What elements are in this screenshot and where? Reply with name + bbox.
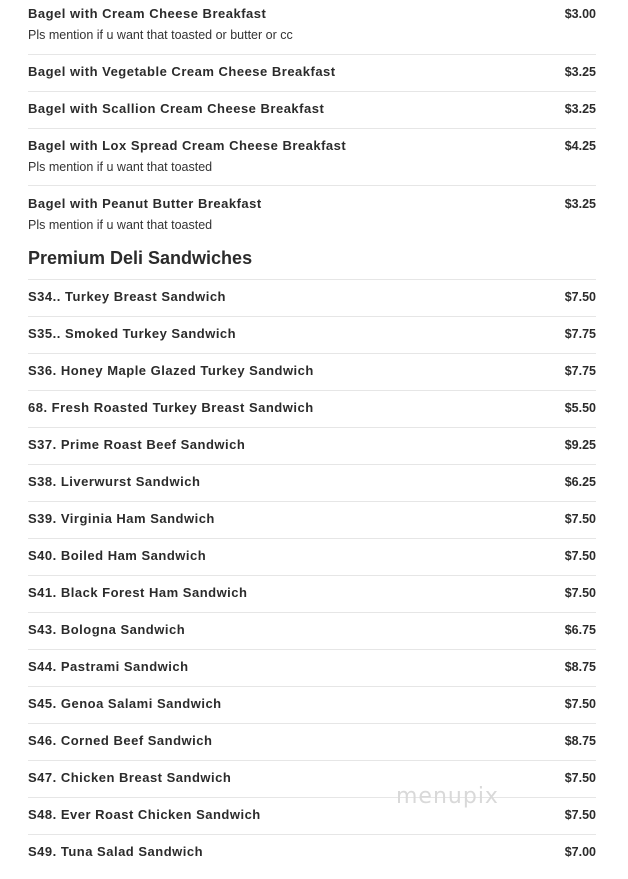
menu-item-price: $5.50 — [564, 401, 596, 415]
menu-item-price: $7.00 — [564, 845, 596, 859]
menu-item-row — [28, 138, 596, 154]
menu-item-price: $9.25 — [564, 438, 596, 452]
menu-item[interactable] — [28, 92, 596, 129]
menu-item-name: S35.. Smoked Turkey Sandwich — [28, 326, 237, 341]
menu-item-name: S34.. Turkey Breast Sandwich — [28, 289, 226, 304]
menu-item[interactable] — [28, 391, 596, 428]
menu-item-row — [28, 289, 596, 305]
menu-item-price: $8.75 — [564, 734, 596, 748]
menu-item-price: $6.75 — [564, 623, 596, 637]
menu-item-description: Pls mention if u want that toasted or butter or cc — [28, 28, 293, 42]
menu-item[interactable] — [28, 0, 596, 55]
menu-item-price: $3.25 — [564, 197, 596, 211]
menu-item-price: $7.50 — [564, 771, 596, 785]
menu-item-price: $3.25 — [564, 65, 596, 79]
menu-item-row — [28, 326, 596, 342]
menupix-watermark: menupix — [396, 784, 499, 809]
menu-item-row — [28, 101, 596, 117]
menu-item[interactable] — [28, 835, 596, 865]
menu-item-row — [28, 733, 596, 749]
menu-item-name: Bagel with Lox Spread Cream Cheese Breakfast — [28, 138, 347, 153]
menu-item-row — [28, 548, 596, 564]
menu-item-name: S49. Tuna Salad Sandwich — [28, 844, 204, 859]
menu-item-name: S41. Black Forest Ham Sandwich — [28, 585, 248, 600]
menu-item[interactable] — [28, 428, 596, 465]
menu-item-description: Pls mention if u want that toasted — [28, 160, 213, 174]
menu-item[interactable] — [28, 129, 596, 186]
menu-item-name: 68. Fresh Roasted Turkey Breast Sandwich — [28, 400, 314, 415]
menu-item-row — [28, 807, 596, 823]
menu-item-row — [28, 659, 596, 675]
menu-item[interactable] — [28, 650, 596, 687]
menu-item-name: S46. Corned Beef Sandwich — [28, 733, 213, 748]
menu-item-price: $3.00 — [564, 7, 596, 21]
menu-item-name: Bagel with Vegetable Cream Cheese Breakfast — [28, 64, 336, 79]
menu-item-name: S40. Boiled Ham Sandwich — [28, 548, 207, 563]
menu-item[interactable] — [28, 55, 596, 92]
menu-item-row — [28, 64, 596, 80]
menu-item-price: $6.25 — [564, 475, 596, 489]
menu-item-row — [28, 400, 596, 416]
menu-item-price: $7.50 — [564, 290, 596, 304]
menu-item[interactable] — [28, 186, 596, 240]
menu-item[interactable] — [28, 354, 596, 391]
menu-item-row — [28, 6, 596, 22]
menu-item-description: Pls mention if u want that toasted — [28, 218, 213, 232]
menu-item-name: S48. Ever Roast Chicken Sandwich — [28, 807, 261, 822]
menu-item-row — [28, 696, 596, 712]
menu-item[interactable] — [28, 280, 596, 317]
menu-item-row — [28, 622, 596, 638]
menu-item-price: $7.50 — [564, 697, 596, 711]
menu-item[interactable] — [28, 798, 596, 835]
menu-item-name: S44. Pastrami Sandwich — [28, 659, 189, 674]
menu-item-price: $7.50 — [564, 586, 596, 600]
menu-item-price: $3.25 — [564, 102, 596, 116]
menu-item-row — [28, 363, 596, 379]
menu-item-price: $7.50 — [564, 549, 596, 563]
menu-item-name: S45. Genoa Salami Sandwich — [28, 696, 222, 711]
menu-item[interactable] — [28, 576, 596, 613]
menu-item-name: S37. Prime Roast Beef Sandwich — [28, 437, 246, 452]
menu-item[interactable] — [28, 724, 596, 761]
menu-item-name: S38. Liverwurst Sandwich — [28, 474, 201, 489]
menu-item[interactable] — [28, 613, 596, 650]
menu-item-name: S43. Bologna Sandwich — [28, 622, 186, 637]
menu-item[interactable] — [28, 502, 596, 539]
menu-item-row — [28, 511, 596, 527]
menu-item-name: Bagel with Peanut Butter Breakfast — [28, 196, 262, 211]
menu-item[interactable] — [28, 761, 596, 798]
menu-item[interactable] — [28, 317, 596, 354]
menu-item-name: S47. Chicken Breast Sandwich — [28, 770, 232, 785]
menu-list — [28, 0, 596, 865]
section-title: Premium Deli Sandwiches — [28, 240, 596, 280]
menu-item-row — [28, 770, 596, 786]
menu-item[interactable] — [28, 465, 596, 502]
menu-item-name: S39. Virginia Ham Sandwich — [28, 511, 215, 526]
menu-item-price: $7.75 — [564, 364, 596, 378]
menu-item-row — [28, 196, 596, 212]
menu-item-price: $4.25 — [564, 139, 596, 153]
menu-item-name: S36. Honey Maple Glazed Turkey Sandwich — [28, 363, 314, 378]
menu-item-row — [28, 437, 596, 453]
menu-item-price: $7.50 — [564, 808, 596, 822]
menu-item[interactable] — [28, 539, 596, 576]
menu-item-row — [28, 585, 596, 601]
menu-item-price: $7.50 — [564, 512, 596, 526]
menu-item-price: $8.75 — [564, 660, 596, 674]
menu-item-price: $7.75 — [564, 327, 596, 341]
menu-item-name: Bagel with Scallion Cream Cheese Breakfast — [28, 101, 325, 116]
menu-item-row — [28, 844, 596, 860]
menu-item[interactable] — [28, 687, 596, 724]
menu-item-name: Bagel with Cream Cheese Breakfast — [28, 6, 267, 21]
menu-item-row — [28, 474, 596, 490]
